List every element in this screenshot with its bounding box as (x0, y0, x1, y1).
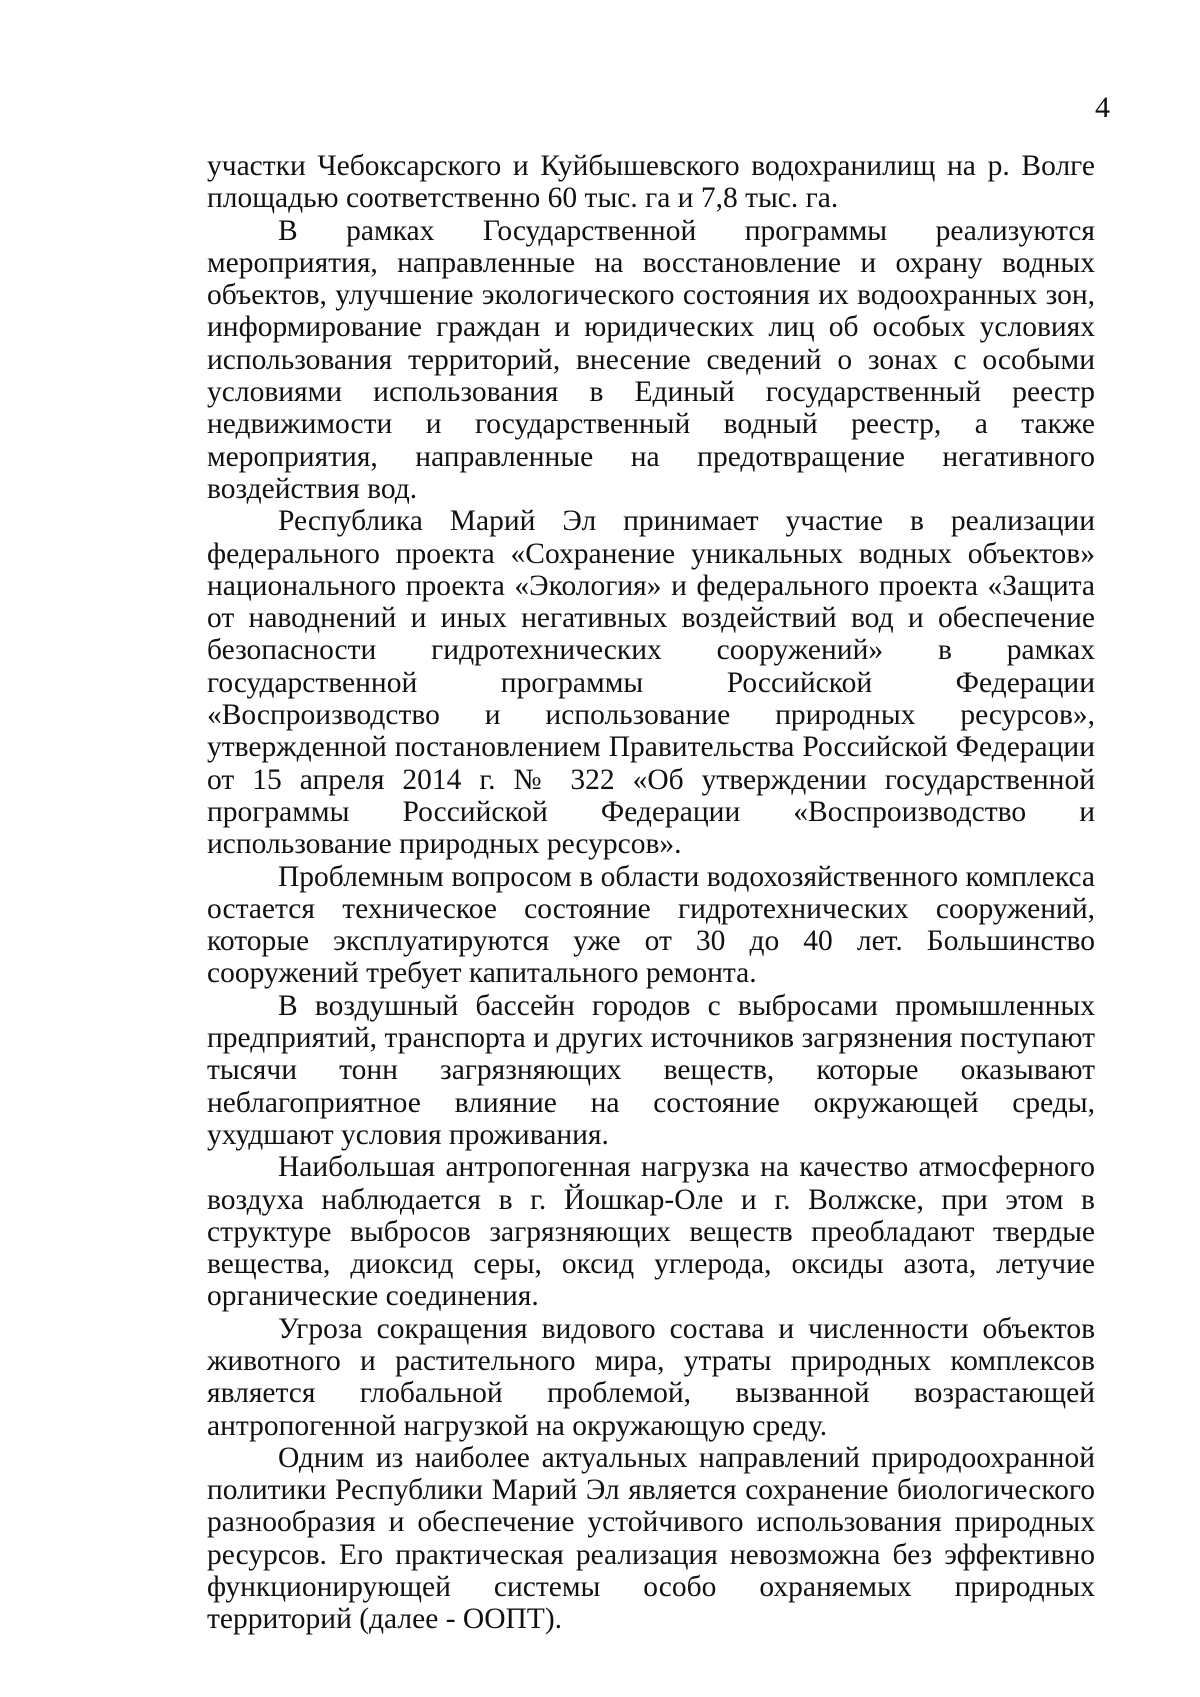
document-body (207, 150, 1095, 1636)
paragraph-3: Республика Марий Эл принимает участие в реализации федерального проекта «Сохранение уникальных водных объектов» национального проекта «Экология» и федерального проекта «Защита от наводнений и иных негативных воздействий вод и обеспечение безопасности гидротехнических сооружений» в рамках государственной программы Российской Федерации «Воспроизводство и использование природных ресурсов», утвержденной постановлением Правительства Российской Федерации от 15 апреля 2014 г. № 322 «Об утверждении государственной программы Российской Федерации «Воспроизводство и использование природных ресурсов». (207, 505, 1095, 861)
paragraph-2: В рамках Государственной программы реализуются мероприятия, направленные на восстановление и охрану водных объектов, улучшение экологического состояния их водоохранных зон, информирование граждан и юридических лиц об особых условиях использования территорий, внесение сведений о зонах с особыми условиями использования в Единый государственный реестр недвижимости и государственный водный реестр, а также мероприятия, направленные на предотвращение негативного воздействия вод. (207, 214, 1095, 505)
paragraph-1: участки Чебоксарского и Куйбышевского водохранилищ на р. Волге площадью соответственно 60 тыс. га и 7,8 тыс. га. (207, 150, 1095, 215)
paragraph-8: Одним из наиболее актуальных направлений природоохранной политики Республики Марий Эл является сохранение биологического разнообразия и обеспечение устойчивого использования природных ресурсов. Его практическая реализация невозможна без эффективно функционирующей системы особо охраняемых природных территорий (далее - ООПТ). (207, 1441, 1095, 1636)
paragraph-7: Угроза сокращения видового состава и численности объектов животного и растительного мира, утраты природных комплексов является глобальной проблемой, вызванной возрастающей антропогенной нагрузкой на окружающую среду. (207, 1312, 1095, 1442)
paragraph-4: Проблемным вопросом в области водохозяйственного комплекса остается техническое состояние гидротехнических сооружений, которые эксплуатируются уже от 30 до 40 лет. Большинство сооружений требует капитального ремонта. (207, 860, 1095, 990)
paragraph-5: В воздушный бассейн городов с выбросами промышленных предприятий, транспорта и других источников загрязнения поступают тысячи тонн загрязняющих веществ, которые оказывают неблагоприятное влияние на состояние окружающей среды, ухудшают условия проживания. (207, 989, 1095, 1151)
paragraph-6: Наибольшая антропогенная нагрузка на качество атмосферного воздуха наблюдается в г. Йошкар-Оле и г. Волжске, при этом в структуре выбросов загрязняющих веществ преобладают твердые вещества, диоксид серы, оксид углерода, оксиды азота, летучие органические соединения. (207, 1151, 1095, 1313)
page-number: 4 (1095, 91, 1110, 124)
